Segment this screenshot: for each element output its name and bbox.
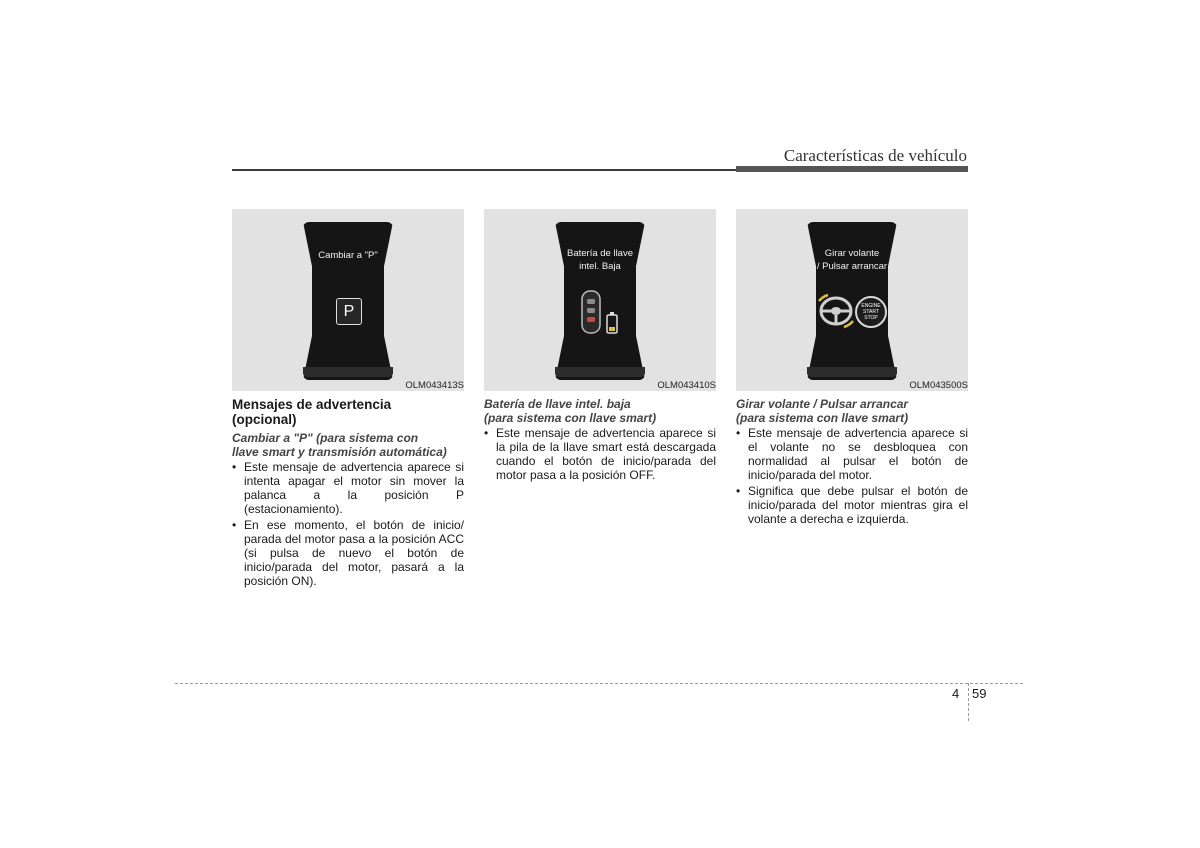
- subheading-line: Girar volante / Pulsar arrancar: [736, 397, 909, 411]
- list-item: • Este mensaje de advertencia aparece si la pila de la llave smart está descargada cuando el botón de inicio/parada del motor pasa a la posición OFF.: [484, 426, 716, 482]
- display-message-line: / Pulsar arrancar: [816, 261, 888, 272]
- subheading-line: Cambiar a "P" (para sistema con: [232, 431, 419, 445]
- list-item: • Significa que debe pulsar el botón de inicio/parada del motor mientras gira el volante a derecha e izquierda.: [736, 484, 968, 526]
- cluster-display-figure: [736, 209, 968, 391]
- subheading-line: (para sistema con llave smart): [736, 411, 909, 425]
- button-text-line: START: [863, 309, 879, 315]
- bullet-list: [484, 426, 716, 482]
- heading-line: (opcional): [232, 412, 297, 427]
- display-message: [807, 247, 897, 273]
- subheading: [232, 431, 464, 459]
- cluster-display-figure: [232, 209, 464, 391]
- column-turn-wheel-press-start: [736, 209, 968, 526]
- display-message: [303, 249, 393, 262]
- header-rule-accent: [736, 166, 968, 172]
- cluster-display-base: [555, 367, 645, 377]
- display-message-line: Cambiar a "P": [318, 250, 378, 261]
- cluster-display-base: [303, 367, 393, 377]
- button-text-line: STOP: [864, 315, 878, 321]
- subheading-line: llave smart y transmisión automática): [232, 445, 447, 459]
- chapter-number: 4: [952, 686, 960, 701]
- footer-divider: [968, 683, 969, 721]
- subheading: [736, 397, 968, 425]
- bullet-list: [232, 460, 464, 588]
- smart-key-low-battery-icon: [580, 289, 624, 337]
- button-text-line: ENGINE: [861, 303, 881, 309]
- section-text: [736, 397, 968, 528]
- subheading-line: (para sistema con llave smart): [484, 411, 657, 425]
- cluster-display-base: [807, 367, 897, 377]
- park-gear-icon: P: [336, 298, 362, 325]
- list-item: • En ese momento, el botón de inicio/ parada del motor pasa a la posición ACC (si pulsa de nuevo el botón de inicio/parada del motor, pasará a la posición ON).: [232, 518, 464, 588]
- list-item: • Este mensaje de advertencia aparece si el volante no se desbloquea con normalidad al pulsar el botón de inicio/parada del motor.: [736, 426, 968, 482]
- section-text: [484, 397, 716, 484]
- display-message-line: Batería de llave: [566, 248, 633, 259]
- section-text: [232, 397, 464, 590]
- cluster-display-figure: [484, 209, 716, 391]
- display-message-line: intel. Baja: [579, 261, 621, 272]
- steering-wheel-icon: [816, 293, 856, 329]
- figure-code: OLM043413S: [405, 380, 464, 391]
- footer-rule: [175, 683, 1023, 684]
- display-message: [555, 247, 645, 273]
- page-number: 59: [972, 686, 987, 701]
- section-heading: [232, 397, 464, 427]
- bullet-list: [736, 426, 968, 526]
- subheading: [484, 397, 716, 425]
- figure-code: OLM043410S: [657, 380, 716, 391]
- column-shift-to-park: [232, 209, 464, 588]
- header-rule: [232, 169, 736, 171]
- figure-code: OLM043500S: [909, 380, 968, 391]
- heading-line: Mensajes de advertencia: [232, 397, 392, 412]
- engine-start-stop-button-icon: [855, 296, 887, 328]
- display-message-line: Girar volante: [824, 248, 880, 259]
- subheading-line: Batería de llave intel. baja: [484, 397, 631, 411]
- column-smart-key-battery-low: [484, 209, 716, 482]
- header-title: Características de vehículo: [783, 146, 967, 165]
- list-item: • Este mensaje de advertencia aparece si intenta apagar el motor sin mover la palanca a la posición P (estacionamiento).: [232, 460, 464, 516]
